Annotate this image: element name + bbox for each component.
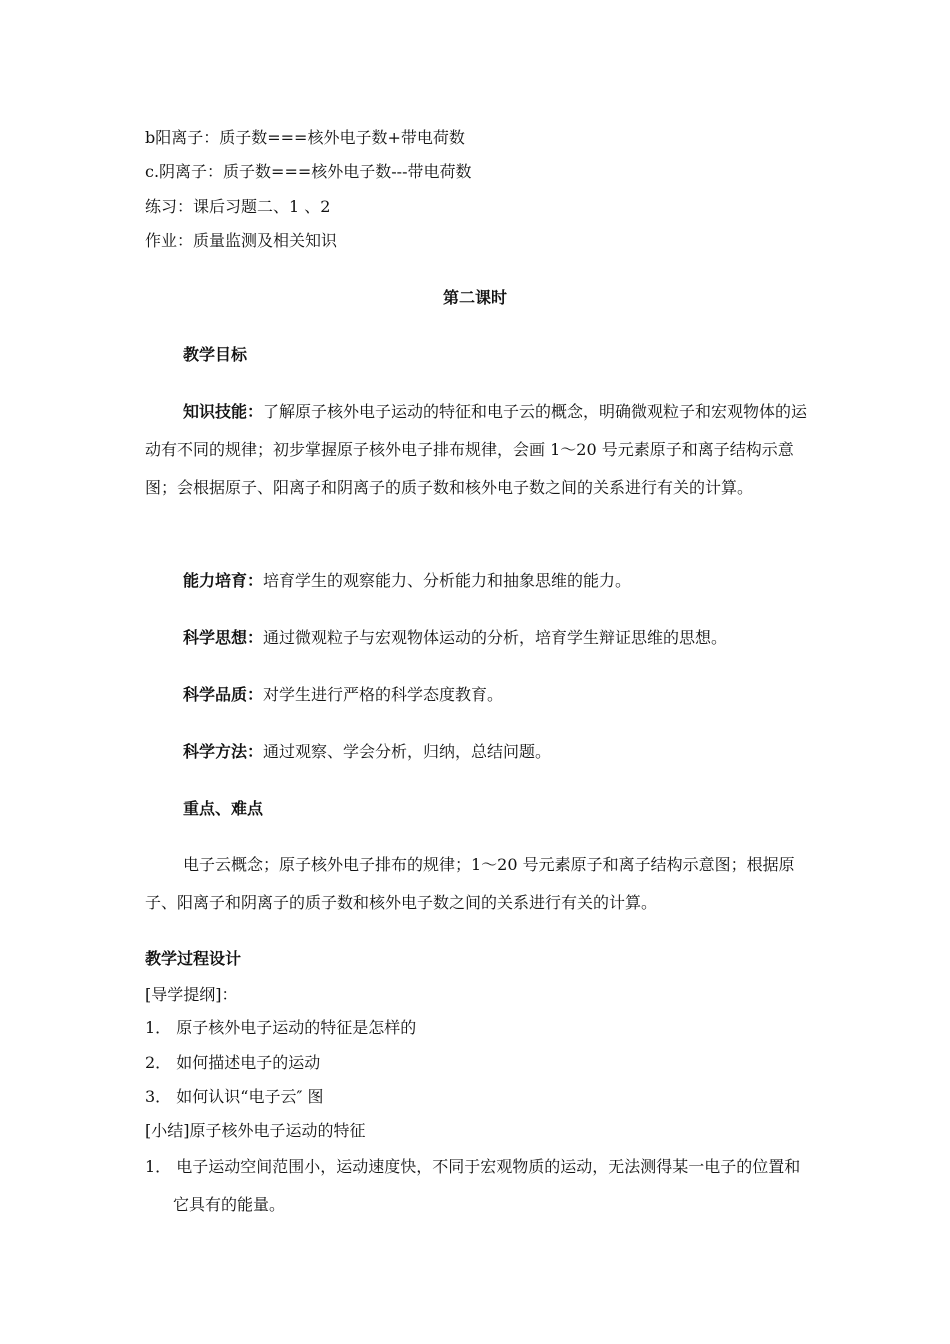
text-line-exercise: 练习：课后习题二、1 、2 xyxy=(145,197,331,216)
method-paragraph xyxy=(145,733,810,771)
lesson-title: 第二课时 xyxy=(442,288,507,307)
knowledge-label: 知识技能： xyxy=(183,402,264,421)
thinking-text: 通过微观粒子与宏观物体运动的分析，培育学生辩证思维的思想。 xyxy=(263,628,728,647)
key-heading: 重点、难点 xyxy=(183,799,264,818)
guide-item-1: 1． 原子核外电子运动的特征是怎样的 xyxy=(145,1018,417,1037)
text-line-anion: c.阴离子：质子数===核外电子数---带电荷数 xyxy=(145,162,472,181)
ability-text: 培育学生的观察能力、分析能力和抽象思维的能力。 xyxy=(263,571,632,590)
thinking-paragraph xyxy=(145,619,810,657)
ability-paragraph xyxy=(145,562,810,600)
key-paragraph: 电子云概念；原子核外电子排布的规律；1～20 号元素原子和离子结构示意图；根据原子、阳离子和阴离子的质子数和核外电子数之间的关系进行有关的计算。 xyxy=(145,855,795,912)
quality-text: 对学生进行严格的科学态度教育。 xyxy=(263,685,504,704)
goals-heading: 教学目标 xyxy=(183,345,248,364)
knowledge-paragraph xyxy=(145,393,810,507)
summary-item-1: 1． 电子运动空间范围小，运动速度快，不同于宏观物质的运动，无法测得某一电子的位置和它具有的能量。 xyxy=(145,1157,801,1214)
guide-item-2: 2． 如何描述电子的运动 xyxy=(145,1053,321,1072)
guide-item-3: 3． 如何认识“电子云″ 图 xyxy=(145,1087,324,1106)
process-heading: 教学过程设计 xyxy=(145,949,242,968)
text-line-cation: b阳离子：质子数===核外电子数+带电荷数 xyxy=(145,128,465,147)
method-label: 科学方法： xyxy=(183,742,264,761)
quality-label: 科学品质： xyxy=(183,685,264,704)
ability-label: 能力培育： xyxy=(183,571,264,590)
quality-paragraph xyxy=(145,676,810,714)
text-line-homework: 作业：质量监测及相关知识 xyxy=(145,231,338,250)
thinking-label: 科学思想： xyxy=(183,628,264,647)
knowledge-text: 了解原子核外电子运动的特征和电子云的概念，明确微观粒子和宏观物体的运动有不同的规律；初步掌握原子核外电子排布规律，会画 1～20 号元素原子和离子结构示意图；会根据原子、阳离子和阴离子的质子数和核外电子数之间的关系进行有关的计算。 xyxy=(145,402,808,497)
method-text: 通过观察、学会分析，归纳，总结问题。 xyxy=(263,742,552,761)
summary-label: [小结]原子核外电子运动的特征 xyxy=(145,1121,366,1140)
guide-label: [导学提纲]： xyxy=(145,985,238,1004)
